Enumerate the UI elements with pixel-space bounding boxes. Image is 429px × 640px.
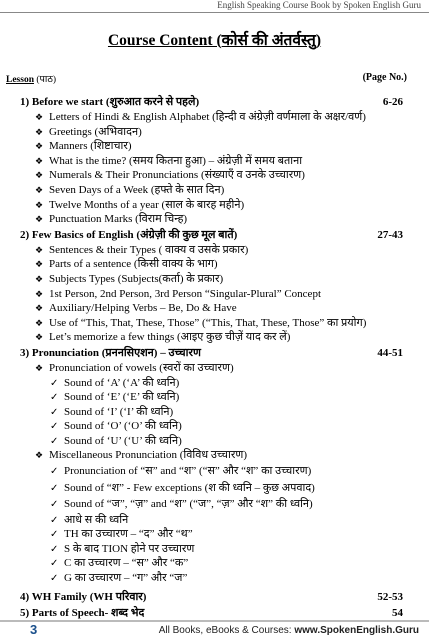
lesson-heading — [6, 72, 56, 85]
toc-item-text: Pronunciation of “स” and “श” (“स” और “श” का उच्चारण) — [64, 465, 312, 478]
toc-item — [0, 154, 429, 169]
checkmark-icon: ✓ — [50, 377, 59, 389]
toc-item — [0, 301, 429, 316]
page-title — [0, 28, 429, 50]
toc-item-text: G का उच्चारण – “ग” और “ज” — [64, 571, 188, 584]
toc-item — [0, 463, 429, 480]
diamond-bullet-icon: ❖ — [35, 171, 44, 182]
checkmark-icon: ✓ — [50, 572, 59, 584]
toc-item-text: Sound of ‘E’ (‘E’ की ध्वनि) — [64, 391, 180, 404]
diamond-bullet-icon: ❖ — [35, 260, 44, 271]
toc-item — [0, 243, 429, 258]
checkmark-icon: ✓ — [50, 421, 59, 433]
toc-item — [0, 480, 429, 497]
toc-item-text: Sound of ‘U’ (‘U’ की ध्वनि) — [64, 434, 182, 447]
toc-item — [0, 168, 429, 183]
checkmark-icon: ✓ — [50, 499, 59, 511]
toc-item — [0, 527, 429, 542]
toc-item — [0, 198, 429, 213]
toc-item — [0, 513, 429, 528]
toc-item-text: What is the time? (समय कितना हुआ) – अंग्रेज़ी में समय बताना — [49, 154, 303, 167]
toc-item — [0, 316, 429, 331]
toc-section — [0, 94, 429, 110]
footer-text — [159, 625, 419, 636]
toc-item — [0, 542, 429, 557]
checkmark-icon: ✓ — [50, 466, 59, 478]
toc-item-text: Pronunciation of vowels (स्वरों का उच्चारण) — [49, 361, 234, 374]
footer-website-link[interactable]: www.SpokenEnglish.Guru — [294, 625, 419, 636]
diamond-bullet-icon: ❖ — [35, 289, 44, 300]
diamond-bullet-icon: ❖ — [35, 156, 44, 167]
toc-item — [0, 183, 429, 198]
toc-item-text: Parts of a sentence (किसी वाक्य के भाग) — [49, 258, 218, 271]
toc-item-text: 4) WH Family (WH परिवार) — [20, 590, 147, 603]
checkmark-icon: ✓ — [50, 543, 59, 555]
toc-item-text: Numerals & Their Pronunciations (संख्याएँ व उनके उच्चारण) — [49, 169, 305, 182]
toc-item — [0, 330, 429, 345]
toc-item-text: 5) Parts of Speech- शब्द भेद — [20, 606, 145, 619]
footer-label: All Books, eBooks & Courses: — [158, 625, 295, 636]
checkmark-icon: ✓ — [50, 514, 59, 526]
toc-item — [0, 257, 429, 272]
title-english: Course Content ( — [107, 32, 222, 49]
lesson-label: Lesson — [6, 75, 34, 85]
toc-page-range: 27-43 — [377, 228, 403, 241]
diamond-bullet-icon: ❖ — [35, 142, 44, 153]
toc-item-text: Sound of ‘O’ (‘O’ की ध्वनि) — [64, 420, 182, 433]
title-close: ) — [315, 32, 322, 49]
toc-item-text: Letters of Hindi & English Alphabet (हिन्दी व अंग्रेज़ी वर्णमाला के अक्षर/वर्ण) — [49, 111, 366, 123]
toc-item-text: 1) Before we start (शुरुआत करने से पहले) — [20, 96, 200, 108]
toc-item-text: 1st Person, 2nd Person, 3rd Person “Singular-Plural” Concept — [49, 287, 321, 300]
diamond-bullet-icon: ❖ — [35, 185, 44, 196]
toc-item-text: Twelve Months of a year (साल के बारह महीने) — [49, 198, 245, 211]
toc-item-text: Sound of “श” - Few exceptions (श की ध्वनि – कुछ अपवाद) — [64, 481, 315, 494]
toc-item-text: Use of “This, That, These, Those” (“This, That, These, Those” का प्रयोग) — [49, 316, 367, 329]
toc-item — [0, 390, 429, 405]
diamond-bullet-icon: ❖ — [35, 333, 44, 344]
toc-item-text: Greetings (अभिवादन) — [49, 125, 142, 138]
diamond-bullet-icon: ❖ — [35, 304, 44, 315]
toc-page-range: 44-51 — [377, 346, 403, 359]
toc-item-text: Let’s memorize a few things (आइए कुछ चीज़ें याद कर लें) — [49, 331, 291, 344]
toc-item-text: Manners (शिष्टाचार) — [49, 140, 132, 153]
table-of-contents — [0, 94, 429, 621]
toc-item-text: Sound of ‘I’ (‘I’ की ध्वनि) — [64, 405, 174, 418]
toc-item-text: Sound of ‘A’ (‘A’ की ध्वनि) — [64, 376, 180, 389]
toc-item-text: TH का उच्चारण – “द” और “थ” — [64, 528, 193, 541]
toc-item — [0, 448, 429, 463]
running-header: English Speaking Course Book by Spoken English Guru — [217, 0, 421, 10]
toc-item — [0, 212, 429, 227]
diamond-bullet-icon: ❖ — [35, 451, 44, 462]
toc-item — [0, 434, 429, 449]
toc-item — [0, 571, 429, 586]
checkmark-icon: ✓ — [50, 406, 59, 418]
toc-item-text: Sound of “ज”, “ज़” and “श” (“ज”, “ज़” और “श” की ध्वनि) — [64, 498, 313, 511]
diamond-bullet-icon: ❖ — [35, 363, 44, 374]
title-hindi: कोर्स की अंतर्वस्तु — [221, 32, 316, 49]
toc-item — [0, 139, 429, 154]
checkmark-icon: ✓ — [50, 482, 59, 494]
toc-page-range: 6-26 — [382, 96, 403, 108]
toc-item-text: Subjects Types (Subjects(कर्ता) के प्रकार) — [49, 272, 224, 285]
diamond-bullet-icon: ❖ — [35, 245, 44, 256]
toc-item-text: Auxiliary/Helping Verbs – Be, Do & Have — [49, 302, 237, 315]
toc-item-text: Seven Days of a Week (हफ्ते के सात दिन) — [49, 183, 225, 196]
checkmark-icon: ✓ — [50, 558, 59, 570]
toc-item — [0, 110, 429, 125]
toc-item — [0, 419, 429, 434]
checkmark-icon: ✓ — [50, 392, 59, 404]
toc-item-text: Miscellaneous Pronunciation (विविध उच्चारण) — [49, 449, 247, 462]
toc-item-text: Punctuation Marks (विराम चिन्ह) — [49, 213, 188, 226]
toc-item — [0, 272, 429, 287]
toc-page-range: 54 — [392, 606, 403, 619]
toc-item — [0, 287, 429, 302]
toc-item — [0, 125, 429, 140]
toc-section — [0, 345, 429, 361]
page-no-heading: (Page No.) — [362, 72, 407, 83]
toc-item — [0, 556, 429, 571]
toc-section — [0, 227, 429, 243]
toc-page-range: 52-53 — [377, 590, 403, 603]
header-rule — [0, 12, 429, 13]
toc-item-text: Sentences & their Types ( वाक्य व उसके प्रकार) — [49, 243, 249, 256]
toc-section — [0, 605, 429, 621]
lesson-hindi: (पाठ) — [33, 75, 57, 85]
diamond-bullet-icon: ❖ — [35, 274, 44, 285]
diamond-bullet-icon: ❖ — [35, 200, 44, 211]
checkmark-icon: ✓ — [50, 435, 59, 447]
diamond-bullet-icon: ❖ — [35, 215, 44, 226]
toc-item-text: आधे स की ध्वनि — [64, 513, 129, 526]
toc-item-text: S के बाद TION होने पर उच्चारण — [64, 542, 195, 555]
toc-item — [0, 496, 429, 513]
toc-item — [0, 405, 429, 420]
toc-item — [0, 376, 429, 391]
checkmark-icon: ✓ — [50, 529, 59, 541]
toc-item-text: 3) Pronunciation (प्रननसिएशन) – उच्चारण — [20, 346, 201, 359]
diamond-bullet-icon: ❖ — [35, 113, 44, 123]
toc-item-text: 2) Few Basics of English (अंग्रेज़ी की कुछ मूल बातें) — [20, 228, 238, 241]
toc-item — [0, 361, 429, 376]
diamond-bullet-icon: ❖ — [35, 127, 44, 138]
diamond-bullet-icon: ❖ — [35, 318, 44, 329]
footer-rule — [0, 620, 429, 622]
toc-item-text: C का उच्चारण – “स” और “क” — [64, 557, 189, 570]
toc-section — [0, 589, 429, 605]
page-number: 3 — [30, 622, 38, 637]
